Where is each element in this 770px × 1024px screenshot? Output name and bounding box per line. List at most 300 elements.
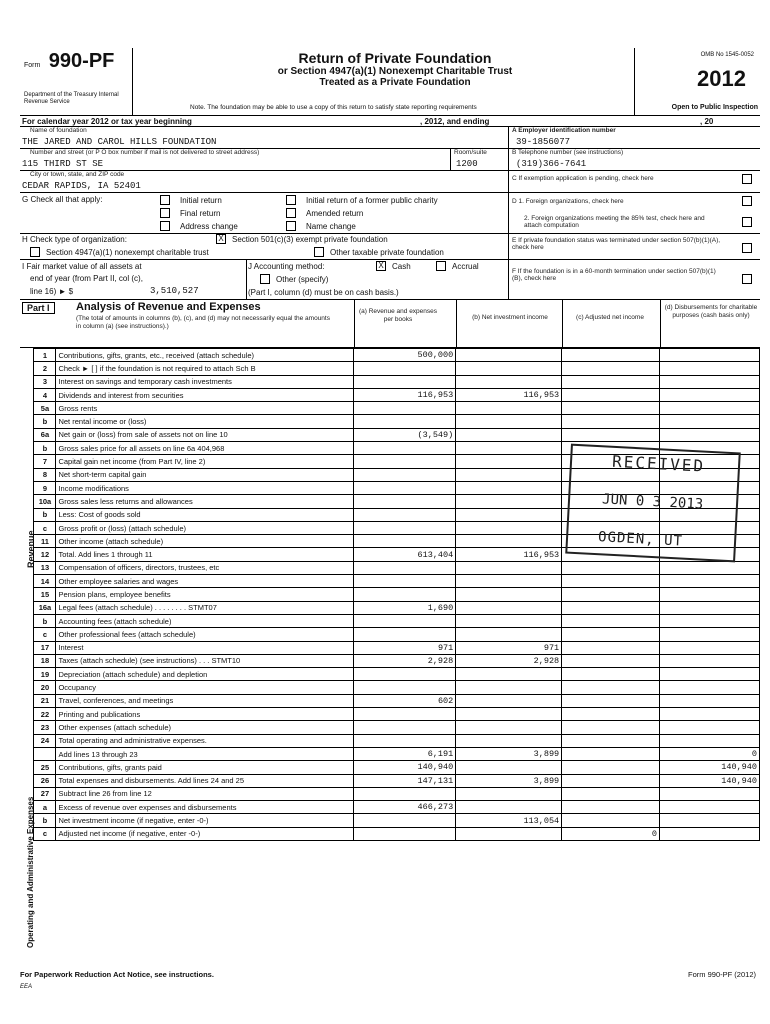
col-d-cell[interactable]	[660, 349, 760, 362]
line-description: Compensation of officers, directors, trustees, etc	[56, 561, 354, 574]
col-c-cell[interactable]	[562, 734, 660, 747]
line-description: Other professional fees (attach schedule)	[56, 628, 354, 641]
col-a-cell[interactable]	[354, 708, 456, 721]
line-description: Dividends and interest from securities	[56, 388, 354, 401]
col-c-cell[interactable]	[562, 747, 660, 760]
col-c-cell[interactable]	[562, 787, 660, 800]
table-row	[20, 668, 760, 681]
table-row	[20, 362, 760, 375]
line-number: 26	[34, 774, 56, 787]
table-row	[20, 628, 760, 641]
col-d-cell[interactable]	[660, 787, 760, 800]
h-row	[20, 233, 760, 260]
side-cell	[20, 468, 34, 481]
col-c-cell[interactable]	[562, 388, 660, 401]
col-b-cell[interactable]	[456, 575, 562, 588]
line-number: 15	[34, 588, 56, 601]
foundation-name[interactable]: THE JARED AND CAROL HILLS FOUNDATION	[22, 137, 217, 147]
col-b-cell[interactable]	[456, 415, 562, 428]
col-b-cell[interactable]	[456, 481, 562, 494]
calendar-year-suffix: , 20	[700, 117, 714, 126]
table-row	[20, 694, 760, 707]
h1-checkbox[interactable]: X	[216, 234, 226, 244]
col-c-cell[interactable]	[562, 402, 660, 415]
col-b-cell[interactable]	[456, 614, 562, 627]
col-d-cell[interactable]: 0	[660, 747, 760, 760]
col-c-cell[interactable]	[562, 428, 660, 441]
col-b-cell[interactable]	[456, 801, 562, 814]
public-inspection-label: Open to Public Inspection	[671, 104, 758, 111]
col-c-cell[interactable]	[562, 774, 660, 787]
part1-title: Analysis of Revenue and Expenses	[76, 301, 261, 313]
col-a-cell[interactable]	[354, 827, 456, 840]
col-a-cell[interactable]	[354, 814, 456, 827]
form-header	[20, 48, 760, 116]
other-method-checkbox[interactable]	[260, 274, 270, 284]
part-label: Part I	[22, 302, 55, 314]
col-b-cell[interactable]	[456, 535, 562, 548]
side-cell	[20, 415, 34, 428]
amended-return-checkbox[interactable]	[286, 208, 296, 218]
col-a-cell[interactable]: 466,273	[354, 801, 456, 814]
col-c-cell[interactable]	[562, 681, 660, 694]
form-number-block	[24, 50, 114, 73]
col-b-cell[interactable]	[456, 362, 562, 375]
line-number: 9	[34, 481, 56, 494]
col-b-cell[interactable]	[456, 668, 562, 681]
d1-label: D 1. Foreign organizations, check here	[512, 198, 624, 205]
g-divider	[508, 193, 509, 233]
name-row	[20, 127, 760, 149]
col-d-cell[interactable]	[660, 428, 760, 441]
col-c-cell[interactable]	[562, 575, 660, 588]
header-note: Note. The foundation may be able to use a copy of this return to satisfy state reporting requirements	[190, 104, 477, 111]
col-a-cell[interactable]	[354, 402, 456, 415]
form-number: 990-PF	[48, 50, 115, 72]
line-number: 4	[34, 388, 56, 401]
col-a-cell[interactable]	[354, 375, 456, 388]
table-row	[20, 575, 760, 588]
col-a-cell[interactable]: 613,404	[354, 548, 456, 561]
col-d-cell[interactable]: 140,940	[660, 761, 760, 774]
line-number: b	[34, 614, 56, 627]
line-description: Gross sales price for all assets on line 6a 404,968	[56, 442, 354, 455]
side-cell	[20, 708, 34, 721]
col-d-cell[interactable]	[660, 402, 760, 415]
d1-checkbox[interactable]	[742, 196, 752, 206]
table-row	[20, 761, 760, 774]
col-c-cell[interactable]	[562, 801, 660, 814]
tax-year: 2012	[697, 66, 746, 91]
line-description: Add lines 13 through 23	[56, 747, 354, 760]
col-d-cell[interactable]: 140,940	[660, 774, 760, 787]
form-page	[20, 48, 760, 996]
expenses-side-label: Operating and Administrative Expenses	[26, 796, 35, 948]
i-label-3: line 16) ► $	[30, 287, 74, 296]
side-cell	[20, 388, 34, 401]
col-b-cell[interactable]	[456, 561, 562, 574]
line-description: Gross profit or (loss) (attach schedule)	[56, 521, 354, 534]
col-b-cell[interactable]	[456, 761, 562, 774]
department-label: Department of the Treasury Internal Revenue Service	[24, 92, 119, 105]
part1-desc: (The total of amounts in columns (b), (c), and (d) may not necessarily equal the amounts in column (a) (see instructions).)	[76, 315, 330, 330]
col-a-cell[interactable]	[354, 614, 456, 627]
col-a-cell[interactable]	[354, 495, 456, 508]
table-row	[20, 654, 760, 667]
h-divider	[508, 234, 509, 261]
col-b-divider	[456, 300, 457, 348]
line-description: Pension plans, employee benefits	[56, 588, 354, 601]
col-b-cell[interactable]	[456, 349, 562, 362]
col-c-cell[interactable]	[562, 349, 660, 362]
col-d-cell[interactable]	[660, 601, 760, 614]
col-c-cell[interactable]	[562, 694, 660, 707]
line-number: 7	[34, 455, 56, 468]
col-b-cell[interactable]	[456, 455, 562, 468]
d2-checkbox[interactable]	[742, 217, 752, 227]
side-cell	[20, 614, 34, 627]
line-description: Legal fees (attach schedule) . . . . . . . . STMT07	[56, 601, 354, 614]
line-number: c	[34, 827, 56, 840]
col-d-cell[interactable]	[660, 708, 760, 721]
name-change-checkbox[interactable]	[286, 221, 296, 231]
col-d-cell[interactable]	[660, 694, 760, 707]
line-description: Accounting fees (attach schedule)	[56, 614, 354, 627]
table-row	[20, 827, 760, 840]
col-b-cell[interactable]	[456, 734, 562, 747]
col-c-cell[interactable]	[562, 375, 660, 388]
line-description: Other employee salaries and wages	[56, 575, 354, 588]
line-description: Contributions, gifts, grants paid	[56, 761, 354, 774]
line-description: Gross sales less returns and allowances	[56, 495, 354, 508]
col-a-cell[interactable]	[354, 362, 456, 375]
col-d-cell[interactable]	[660, 721, 760, 734]
line-number: 21	[34, 694, 56, 707]
line-number: 11	[34, 535, 56, 548]
side-cell	[20, 362, 34, 375]
table-row	[20, 614, 760, 627]
col-b-cell[interactable]	[456, 827, 562, 840]
col-d-cell[interactable]	[660, 588, 760, 601]
table-row	[20, 721, 760, 734]
form-subtitle-2: Treated as a Private Foundation	[319, 77, 471, 88]
col-a-cell[interactable]	[354, 481, 456, 494]
line-description: Occupancy	[56, 681, 354, 694]
col-a-cell[interactable]	[354, 442, 456, 455]
col-a-cell[interactable]	[354, 588, 456, 601]
accrual-checkbox[interactable]	[436, 261, 446, 271]
col-a-cell[interactable]	[354, 668, 456, 681]
line-description: Net investment income (if negative, enter -0-)	[56, 814, 354, 827]
stamp-location: OGDEN, UT	[597, 529, 684, 550]
line-description: Total expenses and disbursements. Add lines 24 and 25	[56, 774, 354, 787]
col-c-cell[interactable]	[562, 668, 660, 681]
line-description: Total. Add lines 1 through 11	[56, 548, 354, 561]
line-number: 25	[34, 761, 56, 774]
col-d-cell[interactable]	[660, 375, 760, 388]
revenue-side-label: Revenue	[26, 530, 36, 568]
col-c-divider	[562, 300, 563, 348]
table-row	[20, 814, 760, 827]
col-b-cell[interactable]: 116,953	[456, 388, 562, 401]
line-number: 17	[34, 641, 56, 654]
line-number: a	[34, 801, 56, 814]
phone-label: B Telephone number (see instructions)	[512, 149, 624, 156]
col-b-cell[interactable]	[456, 628, 562, 641]
side-cell	[20, 747, 34, 760]
col-b-cell[interactable]	[456, 694, 562, 707]
col-b-cell[interactable]	[456, 521, 562, 534]
col-a-cell[interactable]: 971	[354, 641, 456, 654]
col-c-cell[interactable]	[562, 628, 660, 641]
col-a-cell[interactable]: 140,940	[354, 761, 456, 774]
col-a-cell[interactable]: 1,690	[354, 601, 456, 614]
col-b-cell[interactable]: 3,899	[456, 747, 562, 760]
col-d-cell[interactable]	[660, 668, 760, 681]
col-a-cell[interactable]	[354, 628, 456, 641]
col-d-cell[interactable]	[660, 561, 760, 574]
e-label: E If private foundation status was terminated under section 507(b)(1)(A), check here	[512, 237, 721, 251]
col-d-cell[interactable]	[660, 801, 760, 814]
line-description: Capital gain net income (from Part IV, line 2)	[56, 455, 354, 468]
city-label: City or town, state, and ZIP code	[30, 171, 125, 178]
table-row	[20, 428, 760, 441]
col-c-cell[interactable]	[562, 561, 660, 574]
line-number: c	[34, 521, 56, 534]
col-c-cell[interactable]	[562, 761, 660, 774]
phone-value[interactable]: (319)366-7641	[516, 159, 587, 169]
col-b-cell[interactable]	[456, 428, 562, 441]
i-divider	[246, 260, 247, 300]
j-label: J Accounting method:	[248, 262, 325, 271]
line-number: 12	[34, 548, 56, 561]
col-b-cell[interactable]	[456, 442, 562, 455]
col-a-cell[interactable]	[354, 575, 456, 588]
ein-value[interactable]: 39-1856077	[516, 137, 571, 147]
f-checkbox[interactable]	[742, 274, 752, 284]
col-b-cell[interactable]	[456, 681, 562, 694]
col-d-cell[interactable]	[660, 814, 760, 827]
street-label: Number and street (or P O box number if mail is not delivered to street address)	[30, 149, 260, 156]
col-d-cell[interactable]	[660, 415, 760, 428]
col-a-cell[interactable]: 500,000	[354, 349, 456, 362]
name-divider	[508, 127, 509, 149]
fmv-value[interactable]: 3,510,527	[150, 286, 199, 296]
line-description: Total operating and administrative expenses.	[56, 734, 354, 747]
street-value[interactable]: 115 THIRD ST SE	[22, 159, 104, 169]
col-a-cell[interactable]: 147,131	[354, 774, 456, 787]
col-d-cell[interactable]	[660, 614, 760, 627]
col-b-cell[interactable]	[456, 601, 562, 614]
col-c-cell[interactable]	[562, 814, 660, 827]
calendar-ending: , 2012, and ending	[420, 117, 490, 126]
d2-label: 2. Foreign organizations meeting the 85% test, check here and attach computation	[524, 215, 705, 229]
side-cell	[20, 375, 34, 388]
table-row	[20, 641, 760, 654]
line-number: b	[34, 508, 56, 521]
form-word: Form	[24, 62, 41, 69]
final-return-checkbox[interactable]	[160, 208, 170, 218]
cash-checkbox[interactable]: X	[376, 261, 386, 271]
side-cell	[20, 668, 34, 681]
header-divider-left	[132, 48, 133, 116]
col-a-cell[interactable]	[354, 787, 456, 800]
room-divider	[508, 149, 509, 171]
col-b-cell[interactable]: 2,928	[456, 654, 562, 667]
room-value[interactable]: 1200	[456, 159, 478, 169]
col-b-cell[interactable]: 971	[456, 641, 562, 654]
col-a-cell[interactable]: (3,549)	[354, 428, 456, 441]
table-row	[20, 708, 760, 721]
street-divider	[450, 149, 451, 171]
part1-header-row	[20, 300, 760, 348]
col-d-cell[interactable]	[660, 734, 760, 747]
form-title: Return of Private Foundation	[298, 50, 492, 66]
col-b-cell[interactable]	[456, 588, 562, 601]
col-c-cell[interactable]	[562, 362, 660, 375]
col-a-cell[interactable]	[354, 468, 456, 481]
table-row	[20, 388, 760, 401]
i-label-1: I Fair market value of all assets at	[22, 262, 142, 271]
col-b-cell[interactable]	[456, 402, 562, 415]
address-change-checkbox[interactable]	[160, 221, 170, 231]
line-description: Other income (attach schedule)	[56, 535, 354, 548]
stamp-received: RECEIVED	[611, 451, 706, 476]
col-a-cell[interactable]	[354, 561, 456, 574]
col-b-cell[interactable]	[456, 708, 562, 721]
col-b-cell[interactable]	[456, 721, 562, 734]
col-a-cell[interactable]	[354, 455, 456, 468]
col-a-cell[interactable]	[354, 721, 456, 734]
form-subtitle: or Section 4947(a)(1) Nonexempt Charitable Trust	[277, 66, 513, 77]
line-number: 18	[34, 654, 56, 667]
col-b-cell[interactable]	[456, 468, 562, 481]
col-c-cell[interactable]	[562, 654, 660, 667]
calendar-label: For calendar year 2012 or tax year beginning	[22, 117, 192, 126]
table-row	[20, 681, 760, 694]
col-d-cell[interactable]	[660, 681, 760, 694]
col-d-cell[interactable]	[660, 628, 760, 641]
h3-checkbox[interactable]	[314, 247, 324, 257]
j-divider	[508, 260, 509, 300]
side-cell	[20, 654, 34, 667]
col-a-cell[interactable]	[354, 681, 456, 694]
side-cell	[20, 641, 34, 654]
initial-former-label: Initial return of a former public charity	[306, 196, 438, 205]
col-b-cell[interactable]: 113,054	[456, 814, 562, 827]
col-c-cell[interactable]	[562, 721, 660, 734]
table-row	[20, 415, 760, 428]
side-cell	[20, 455, 34, 468]
col-a-cell[interactable]	[354, 734, 456, 747]
col-d-header: (d) Disbursements for charitable purposes (cash basis only)	[664, 304, 758, 319]
form-title-block	[170, 50, 620, 88]
side-cell	[20, 349, 34, 362]
line-description: Check ► [ ] if the foundation is not required to attach Sch B	[56, 362, 354, 375]
side-cell	[20, 508, 34, 521]
col-a-cell[interactable]	[354, 535, 456, 548]
col-a-cell[interactable]: 602	[354, 694, 456, 707]
h2-checkbox[interactable]	[30, 247, 40, 257]
city-value[interactable]: CEDAR RAPIDS, IA 52401	[22, 181, 141, 191]
c-label: C If exemption application is pending, check here	[512, 175, 654, 182]
line-description: Other expenses (attach schedule)	[56, 721, 354, 734]
col-c-cell[interactable]: 0	[562, 827, 660, 840]
side-cell	[20, 575, 34, 588]
initial-return-checkbox[interactable]	[160, 195, 170, 205]
col-a-cell[interactable]: 2,928	[354, 654, 456, 667]
line-number: 1	[34, 349, 56, 362]
form-footer: Form 990-PF (2012)	[688, 970, 756, 979]
col-c-cell[interactable]	[562, 601, 660, 614]
side-cell	[20, 681, 34, 694]
address-change-label: Address change	[180, 222, 238, 231]
f-label: F If the foundation is in a 60-month termination under section 507(b)(1)(B), check here	[512, 268, 716, 282]
col-c-cell[interactable]	[562, 641, 660, 654]
col-a-cell[interactable]: 6,191	[354, 747, 456, 760]
table-row	[20, 588, 760, 601]
i-label-2: end of year (from Part II, col (c),	[30, 274, 143, 283]
line-number: 2	[34, 362, 56, 375]
col-d-cell[interactable]	[660, 362, 760, 375]
line-description: Net gain or (loss) from sale of assets not on line 10	[56, 428, 354, 441]
col-d-cell[interactable]	[660, 641, 760, 654]
line-number: 14	[34, 575, 56, 588]
col-b-cell[interactable]	[456, 787, 562, 800]
col-c-header: (c) Adjusted net income	[576, 314, 644, 321]
col-d-cell[interactable]	[660, 654, 760, 667]
side-cell	[20, 442, 34, 455]
initial-former-checkbox[interactable]	[286, 195, 296, 205]
col-d-cell[interactable]	[660, 575, 760, 588]
col-b-cell[interactable]: 3,899	[456, 774, 562, 787]
omb-number: OMB No 1545-0052	[700, 52, 754, 58]
e-checkbox[interactable]	[742, 243, 752, 253]
ein-label: A Employer identification number	[512, 127, 616, 134]
col-a-cell[interactable]	[354, 521, 456, 534]
eea-label: EEA	[20, 984, 33, 990]
col-d-cell[interactable]	[660, 388, 760, 401]
g-row	[20, 193, 760, 233]
col-a-cell[interactable]	[354, 415, 456, 428]
line-number: 8	[34, 468, 56, 481]
col-d-cell[interactable]	[660, 827, 760, 840]
col-c-cell[interactable]	[562, 588, 660, 601]
side-cell	[20, 428, 34, 441]
col-a-cell[interactable]: 116,953	[354, 388, 456, 401]
line-number: c	[34, 628, 56, 641]
line-number: b	[34, 442, 56, 455]
name-label: Name of foundation	[30, 127, 87, 134]
side-cell	[20, 694, 34, 707]
g-label: G Check all that apply:	[22, 195, 103, 204]
col-c-cell[interactable]	[562, 708, 660, 721]
col-a-cell[interactable]	[354, 508, 456, 521]
col-b-cell[interactable]: 116,953	[456, 548, 562, 561]
line-number: 23	[34, 721, 56, 734]
c-checkbox[interactable]	[742, 174, 752, 184]
col-b-cell[interactable]	[456, 508, 562, 521]
col-c-cell[interactable]	[562, 415, 660, 428]
col-d-divider	[660, 300, 661, 348]
calendar-year-row	[20, 116, 760, 127]
h-label: H Check type of organization:	[22, 235, 127, 244]
cash-label: Cash	[392, 262, 411, 271]
col-c-cell[interactable]	[562, 614, 660, 627]
col-b-cell[interactable]	[456, 495, 562, 508]
col-b-cell[interactable]	[456, 375, 562, 388]
line-number: 10a	[34, 495, 56, 508]
